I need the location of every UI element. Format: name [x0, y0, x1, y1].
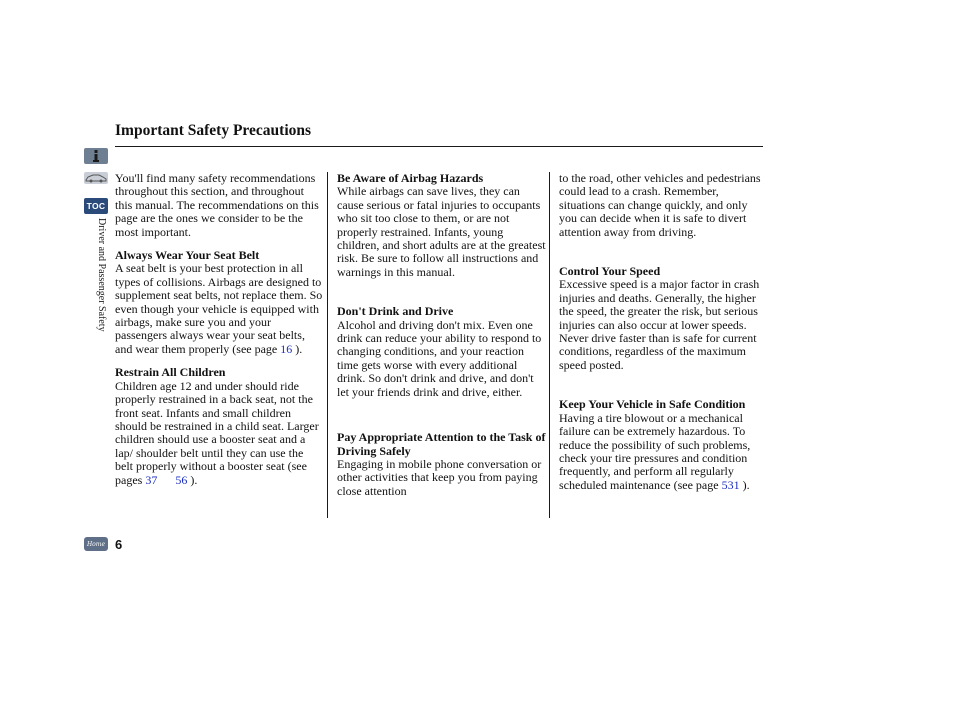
vehicle-body: Having a tire blowout or a mechanical failure can be extremely hazardous. To reduce the possibility of such problems, check your tire pressures and condition frequently, and perform all regularly scheduled maintenance (see page: [559, 410, 751, 492]
drink-text: Alcohol and driving don't mix. Even one drink can reduce your ability to respond to changing conditions, and your reaction time gets worse with every additional drink. So don't drink and drive, and don't let your friends drink and drive, either.: [337, 317, 542, 399]
page-link-37[interactable]: 37: [145, 472, 158, 487]
speed-heading: Control Your Speed: [559, 264, 661, 279]
car-glyph-icon: [85, 173, 107, 183]
column-divider: [549, 172, 550, 518]
page-link-56[interactable]: 56: [175, 472, 188, 487]
seatbelt-end: ).: [292, 341, 303, 356]
column-2: [337, 172, 547, 498]
seatbelt-heading: Always Wear Your Seat Belt: [115, 248, 260, 263]
children-text: [115, 380, 324, 487]
page-number: 6: [115, 537, 123, 552]
page-link-531[interactable]: 531: [721, 477, 740, 492]
home-icon[interactable]: Home: [84, 537, 108, 551]
column-3: [559, 172, 765, 492]
attention-continued-text: to the road, other vehicles and pedestrians could lead to a crash. Remember, situations can change quickly, and only you can decide when it is safe to divert attention away from driving.: [559, 171, 761, 239]
airbag-heading: Be Aware of Airbag Hazards: [337, 171, 484, 185]
children-body: Children age 12 and under should ride properly restrained in a back seat, not the front seat. Infants and small children should be restrained in a child seat. Larger children should use a booster seat and a lap/ shoulder belt until they can use the belt properly without a booster seat (see pages: [115, 378, 319, 487]
info-icon[interactable]: [84, 148, 108, 164]
attention-text: Engaging in mobile phone conversation or other activities that keep you from paying close attention: [337, 456, 542, 498]
children-end: ).: [187, 472, 198, 487]
page-title: Important Safety Precautions: [115, 122, 312, 139]
toc-icon[interactable]: TOC: [84, 198, 108, 214]
info-glyph-icon: [92, 150, 100, 162]
vehicle-heading: Keep Your Vehicle in Safe Condition: [559, 397, 746, 412]
section-label: Driver and Passenger Safety: [96, 218, 107, 332]
car-icon[interactable]: [84, 172, 108, 184]
vehicle-end: ).: [739, 477, 750, 492]
children-heading: Restrain All Children: [115, 365, 226, 380]
page-link-16[interactable]: 16: [280, 341, 293, 356]
attention-heading: Pay Appropriate Attention to the Task of Driving Safely: [337, 430, 546, 458]
airbag-text: While airbags can save lives, they can cause serious or fatal injuries to occupants who sit too close to them, or are not properly restrained. Infants, young children, and short adults are at the greatest risk. Be sure to follow all instructions and warnings in this manual.: [337, 184, 546, 279]
column-divider: [327, 172, 328, 518]
column-1: [115, 172, 324, 487]
seatbelt-text: [115, 262, 324, 356]
title-rule: [115, 146, 763, 147]
seatbelt-body: A seat belt is your best protection in all types of collisions. Airbags are designed to supplement seat belts, not replace them. So even though your vehicle is equipped with airbags, make sure you and your passengers always wear your seat belts, and wear them properly (see page: [115, 261, 323, 356]
drink-heading: Don't Drink and Drive: [337, 304, 454, 319]
intro-text: You'll find many safety recommendations throughout this section, and throughout this manual. The recommendations on this page are the ones we consider to be the most important.: [115, 171, 319, 239]
speed-text: Excessive speed is a major factor in crash injuries and deaths. Generally, the higher the speed, the greater the risk, but serious injuries can also occur at lower speeds. Never drive faster than is safe for current conditions, regardless of the maximum speed posted.: [559, 277, 760, 372]
vehicle-text: [559, 412, 765, 492]
